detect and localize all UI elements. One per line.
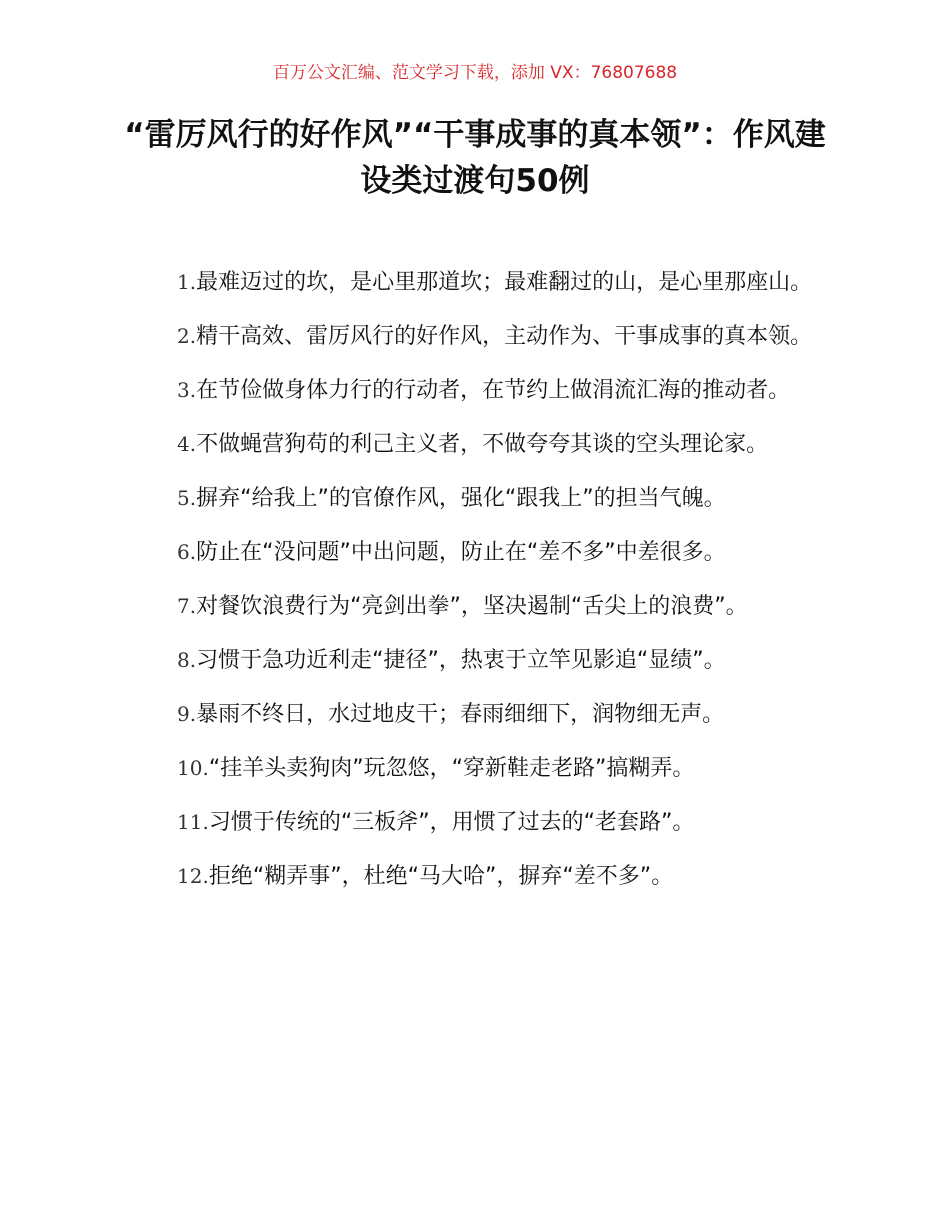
item-text: “挂羊头卖狗肉”玩忽悠，“穿新鞋走老路”搞糊弄。 xyxy=(208,756,695,781)
item-text: 习惯于急功近利走“捷径”，热衷于立竿见影追“显绩”。 xyxy=(196,648,726,673)
list-item xyxy=(139,478,819,519)
item-text: 暴雨不终日，水过地皮干；春雨细细下，润物细无声。 xyxy=(196,702,725,727)
item-number: 5. xyxy=(177,486,197,510)
item-text: 摒弃“给我上”的官僚作风，强化“跟我上”的担当气魄。 xyxy=(196,486,726,511)
list-item xyxy=(139,316,819,357)
item-number: 4. xyxy=(177,432,197,456)
transition-sentence-list xyxy=(139,262,819,910)
item-text: 在节俭做身体力行的行动者，在节约上做涓流汇海的推动者。 xyxy=(196,378,791,403)
item-number: 2. xyxy=(177,324,197,348)
item-number: 3. xyxy=(177,378,197,402)
list-item xyxy=(139,424,819,465)
item-number: 10. xyxy=(177,756,209,780)
item-number: 12. xyxy=(177,864,209,888)
list-item xyxy=(139,802,819,843)
item-text: 对餐饮浪费行为“亮剑出拳”，坚决遏制“舌尖上的浪费”。 xyxy=(196,594,748,619)
item-text: 防止在“没问题”中出问题，防止在“差不多”中差很多。 xyxy=(196,540,726,565)
list-item xyxy=(139,694,819,735)
item-text: 精干高效、雷厉风行的好作风，主动作为、干事成事的真本领。 xyxy=(196,324,813,349)
item-text: 拒绝“糊弄事”，杜绝“马大哈”，摒弃“差不多”。 xyxy=(208,864,674,889)
item-text: 不做蝇营狗苟的利己主义者，不做夸夸其谈的空头理论家。 xyxy=(196,432,769,457)
item-number: 9. xyxy=(177,702,197,726)
item-text: 习惯于传统的“三板斧”，用惯了过去的“老套路”。 xyxy=(208,810,695,835)
list-item xyxy=(139,370,819,411)
list-item xyxy=(139,262,819,303)
list-item xyxy=(139,586,819,627)
list-item xyxy=(139,748,819,789)
item-number: 7. xyxy=(177,594,197,618)
item-number: 8. xyxy=(177,648,197,672)
item-text: 最难迈过的坎，是心里那道坎；最难翻过的山，是心里那座山。 xyxy=(196,270,813,295)
document-title: “雷厉风行的好作风”“干事成事的真本领”：作风建设类过渡句50例 xyxy=(124,117,826,199)
item-number: 1. xyxy=(177,270,197,294)
header-banner: 百万公文汇编、范文学习下载，添加 VX：76807688 xyxy=(272,63,678,83)
item-number: 6. xyxy=(177,540,197,564)
item-number: 11. xyxy=(177,810,209,834)
list-item xyxy=(139,640,819,681)
list-item xyxy=(139,856,819,897)
list-item xyxy=(139,532,819,573)
